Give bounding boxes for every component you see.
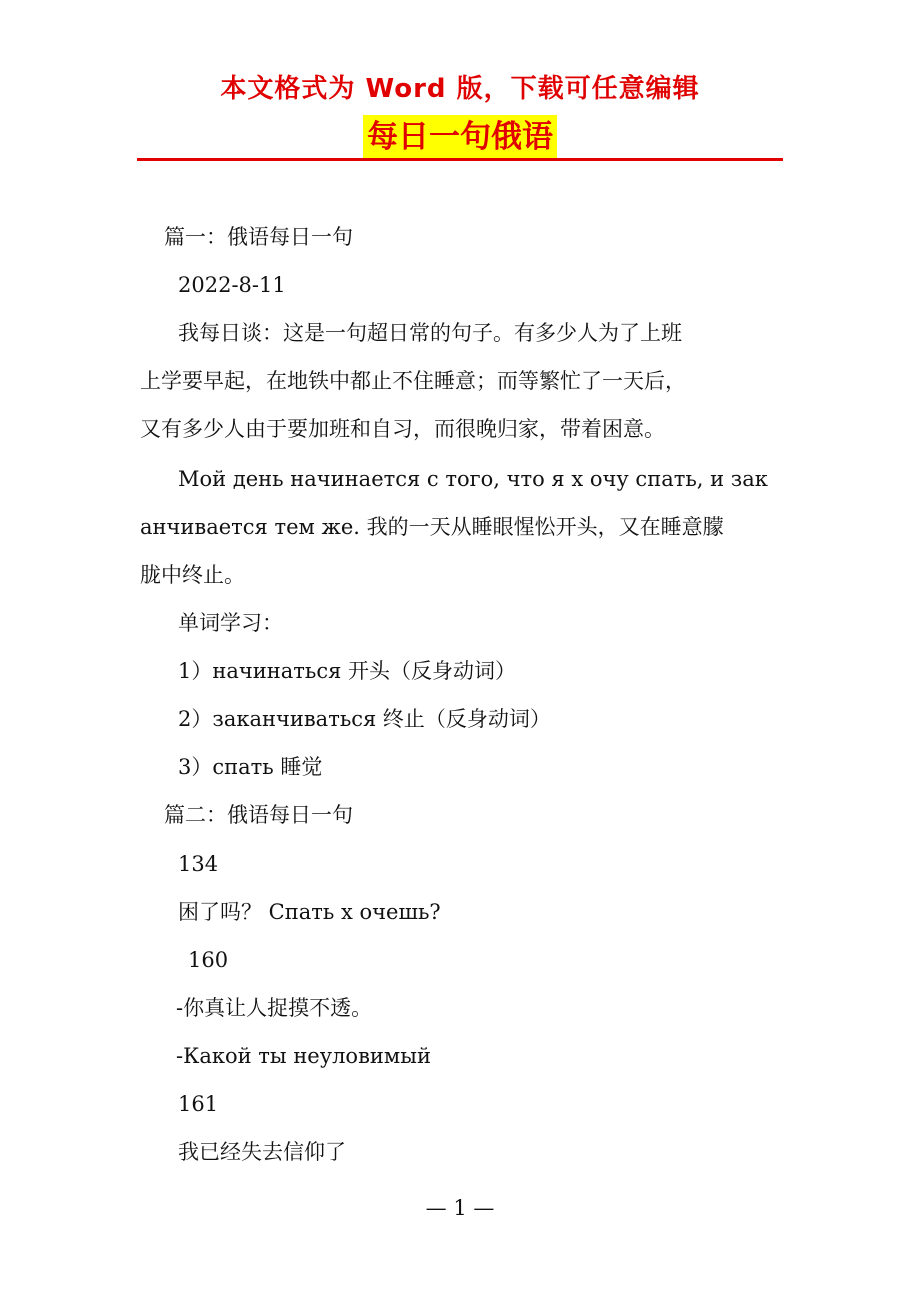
vocab-item: 1）начинаться 开头（反身动词） — [178, 659, 517, 683]
entry-text: 我已经失去信仰了 — [178, 1140, 346, 1164]
russian-line: анчивается тем же. 我的一天从睡眼惺忪开头，又在睡意朦 — [140, 515, 724, 539]
title-divider — [137, 158, 783, 161]
entry-text: -Какой ты неуловимый — [176, 1044, 431, 1068]
vocab-item: 3）спать 睡觉 — [178, 755, 323, 779]
date-text: 2022-8-11 — [178, 273, 286, 297]
entry-number: 160 — [188, 948, 229, 972]
banner-notice: 本文格式为 Word 版，下载可任意编辑 — [220, 74, 700, 104]
page-number: — 1 — — [425, 1196, 495, 1220]
paragraph-line: 又有多少人由于要加班和自习，而很晚归家，带着困意。 — [140, 417, 665, 441]
section-heading-2: 篇二：俄语每日一句 — [164, 803, 353, 827]
entry-number: 134 — [178, 852, 219, 876]
paragraph-line: 胧中终止。 — [140, 563, 245, 587]
section-heading-1: 篇一：俄语每日一句 — [164, 225, 353, 249]
title-wrap — [0, 115, 920, 159]
entry-number: 161 — [178, 1092, 219, 1116]
paragraph-line: 我每日谈：这是一句超日常的句子。有多少人为了上班 — [178, 321, 682, 345]
entry-text: -你真让人捉摸不透。 — [176, 996, 373, 1020]
paragraph-line: 上学要早起，在地铁中都止不住睡意；而等繁忙了一天后， — [140, 369, 686, 393]
vocab-item: 2）заканчиваться 终止（反身动词） — [178, 707, 551, 731]
russian-line: Мой день начинается с того, что я х очу спать, и зак — [178, 467, 768, 491]
page-title: 每日一句俄语 — [363, 115, 557, 159]
vocab-heading: 单词学习： — [178, 611, 283, 635]
entry-text: 困了吗？ Спать х очешь? — [178, 900, 441, 924]
